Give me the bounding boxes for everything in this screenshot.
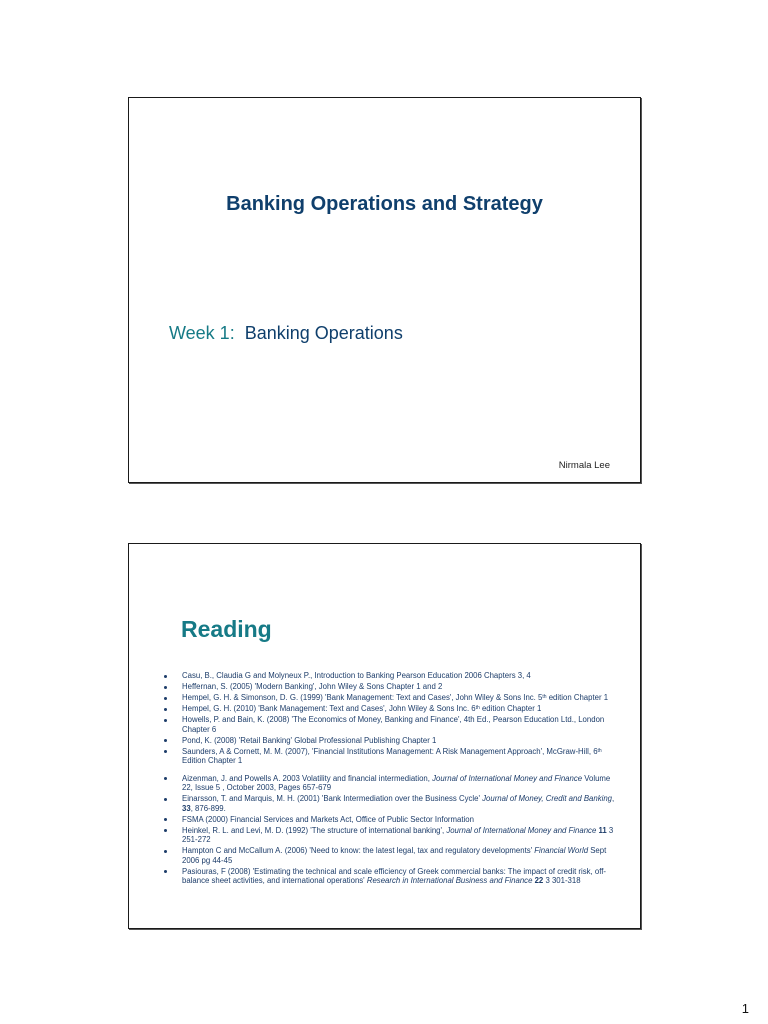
reference-item: Heinkel, R. L. and Levi, M. D. (1992) 'The structure of international banking', Journal of International Money and Finance 11 3 251-272	[161, 826, 621, 845]
author-name: Nirmala Lee	[558, 460, 610, 471]
reference-item: Saunders, A & Cornett, M. M. (2007), 'Financial Institutions Management: A Risk Management Approach', McGraw-Hill, 6th Edition Chapter 1	[161, 747, 621, 766]
slide-1-subtitle	[169, 323, 403, 344]
reference-item: Einarsson, T. and Marquis, M. H. (2001) 'Bank Intermediation over the Business Cycle' Journal of Money, Credit and Banking, 33, 876-899.	[161, 794, 621, 813]
slide-2-title: Reading	[181, 616, 272, 642]
reference-item: Pond, K. (2008) 'Retail Banking' Global Professional Publishing Chapter 1	[161, 736, 621, 746]
reference-item: Casu, B., Claudia G and Molyneux P., Introduction to Banking Pearson Education 2006 Chapters 3, 4	[161, 671, 621, 681]
reference-item: Hempel, G. H. & Simonson, D. G. (1999) 'Bank Management: Text and Cases', John Wiley & Sons Inc. 5th edition Chapter 1	[161, 693, 621, 703]
page-number: 1	[741, 1001, 749, 1016]
reading-list	[161, 671, 621, 887]
reference-item: Hempel, G. H. (2010) 'Bank Management: Text and Cases', John Wiley & Sons Inc. 6th edition Chapter 1	[161, 704, 621, 714]
reference-item: FSMA (2000) Financial Services and Markets Act, Office of Public Sector Information	[161, 815, 621, 825]
week-label: Week 1:	[169, 323, 235, 343]
reference-item: Pasiouras, F (2008) 'Estimating the technical and scale efficiency of Greek commercial banks: The impact of credit risk, off-balance sheet activities, and international operations' Research in International Business and Finance 22 3 301-318	[161, 867, 621, 886]
slide-1	[128, 97, 641, 483]
week-topic: Banking Operations	[244, 323, 403, 343]
slide-2	[128, 543, 641, 929]
reference-item: Hampton C and McCallum A. (2006) 'Need to know: the latest legal, tax and regulatory developments' Financial World Sept 2006 pg 44-45	[161, 846, 621, 865]
reference-item: Aizenman, J. and Powells A. 2003 Volatility and financial intermediation, Journal of International Money and Finance Volume 22, Issue 5 , October 2003, Pages 657-679	[161, 774, 621, 793]
reference-item: Howells, P. and Bain, K. (2008) 'The Economics of Money, Banking and Finance', 4th Ed., Pearson Education Ltd., London Chapter 6	[161, 715, 621, 734]
slide-1-title: Banking Operations and Strategy	[226, 193, 543, 215]
reference-item: Heffernan, S. (2005) 'Modern Banking', John Wiley & Sons Chapter 1 and 2	[161, 682, 621, 692]
